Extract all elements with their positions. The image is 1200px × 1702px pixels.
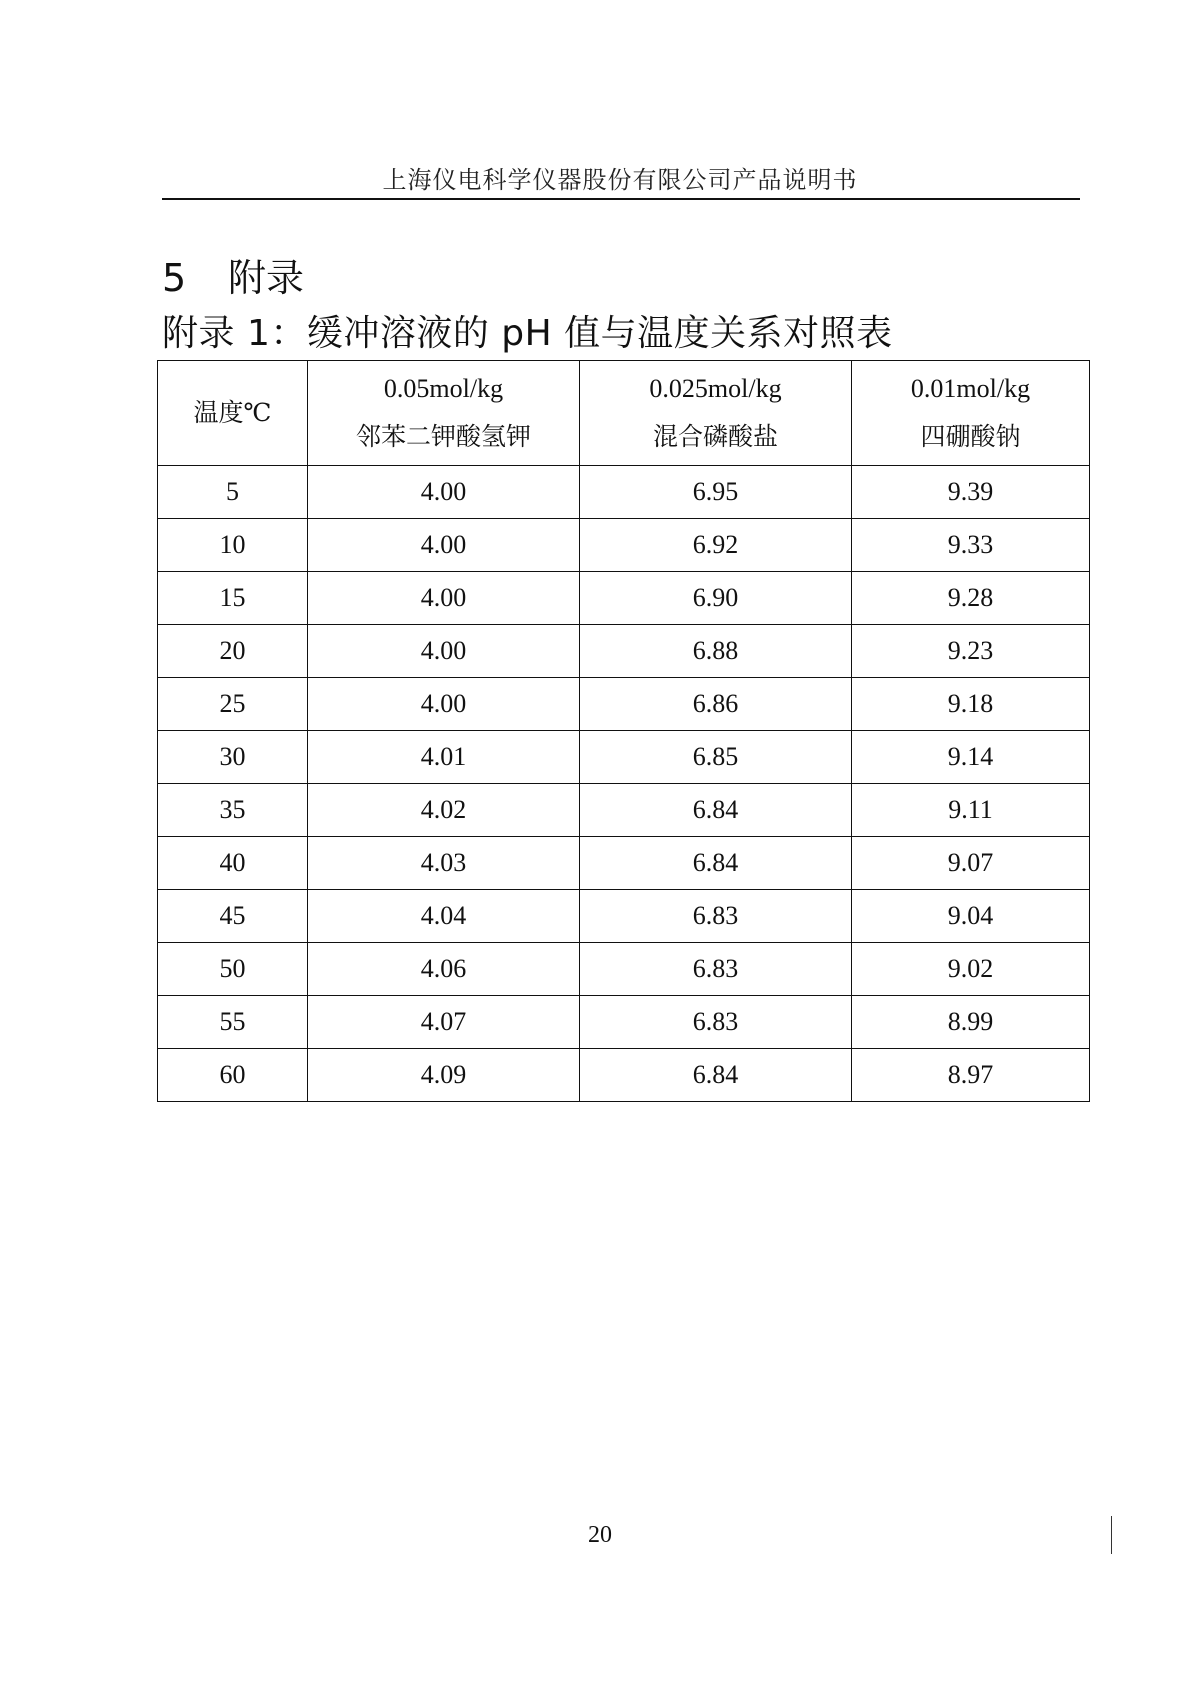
header-phthalate xyxy=(308,361,580,466)
table-row xyxy=(158,890,1090,943)
header-borax-concentration: 0.01mol/kg xyxy=(910,374,1031,403)
page-header: 上海仪电科学仪器股份有限公司产品说明书 xyxy=(382,166,858,194)
cell-phosphate: 6.83 xyxy=(580,890,852,943)
buffer-ph-table xyxy=(157,360,1090,1102)
table-row xyxy=(158,731,1090,784)
cell-borax: 9.07 xyxy=(852,837,1090,890)
cell-phosphate: 6.84 xyxy=(580,837,852,890)
table-row xyxy=(158,519,1090,572)
cell-borax: 9.33 xyxy=(852,519,1090,572)
header-phthalate-name: 邻苯二钾酸氢钾 xyxy=(355,422,531,451)
cell-phosphate: 6.95 xyxy=(580,466,852,519)
header-phosphate-name: 混合磷酸盐 xyxy=(652,422,778,451)
header-borax-name: 四硼酸钠 xyxy=(920,422,1021,451)
table-row xyxy=(158,837,1090,890)
cell-temperature: 45 xyxy=(158,890,308,943)
cell-phosphate: 6.85 xyxy=(580,731,852,784)
cell-borax: 9.11 xyxy=(852,784,1090,837)
cell-temperature: 10 xyxy=(158,519,308,572)
cell-borax: 9.02 xyxy=(852,943,1090,996)
cell-temperature: 15 xyxy=(158,572,308,625)
cell-borax: 9.14 xyxy=(852,731,1090,784)
cell-temperature: 20 xyxy=(158,625,308,678)
cell-temperature: 25 xyxy=(158,678,308,731)
cell-phthalate: 4.07 xyxy=(308,996,580,1049)
cell-temperature: 30 xyxy=(158,731,308,784)
cell-borax: 9.39 xyxy=(852,466,1090,519)
cell-temperature: 50 xyxy=(158,943,308,996)
table-row xyxy=(158,572,1090,625)
cell-phosphate: 6.90 xyxy=(580,572,852,625)
cell-phthalate: 4.00 xyxy=(308,572,580,625)
cell-phthalate: 4.01 xyxy=(308,731,580,784)
header-phosphate xyxy=(580,361,852,466)
cell-phthalate: 4.04 xyxy=(308,890,580,943)
cell-temperature: 60 xyxy=(158,1049,308,1102)
header-temperature xyxy=(158,361,308,466)
page-number: 20 xyxy=(588,1522,612,1548)
section-title-text: 附录 xyxy=(228,256,305,300)
cell-phosphate: 6.92 xyxy=(580,519,852,572)
cell-borax: 9.28 xyxy=(852,572,1090,625)
cell-phthalate: 4.02 xyxy=(308,784,580,837)
header-temperature-label: 温度℃ xyxy=(193,398,272,427)
cell-phosphate: 6.83 xyxy=(580,996,852,1049)
table-header-row xyxy=(158,361,1090,466)
cell-phthalate: 4.03 xyxy=(308,837,580,890)
cell-temperature: 35 xyxy=(158,784,308,837)
cell-phosphate: 6.88 xyxy=(580,625,852,678)
cell-temperature: 5 xyxy=(158,466,308,519)
table-row xyxy=(158,466,1090,519)
table-row xyxy=(158,943,1090,996)
cell-phosphate: 6.84 xyxy=(580,784,852,837)
header-borax xyxy=(852,361,1090,466)
cell-phosphate: 6.84 xyxy=(580,1049,852,1102)
cell-phosphate: 6.83 xyxy=(580,943,852,996)
cell-temperature: 55 xyxy=(158,996,308,1049)
margin-mark xyxy=(1111,1516,1112,1554)
cell-phthalate: 4.00 xyxy=(308,466,580,519)
cell-phosphate: 6.86 xyxy=(580,678,852,731)
table-row xyxy=(158,996,1090,1049)
table-row xyxy=(158,678,1090,731)
table-row xyxy=(158,1049,1090,1102)
cell-borax: 9.04 xyxy=(852,890,1090,943)
cell-phthalate: 4.06 xyxy=(308,943,580,996)
header-phosphate-concentration: 0.025mol/kg xyxy=(649,374,782,403)
section-number: 5 xyxy=(162,256,187,300)
cell-phthalate: 4.00 xyxy=(308,625,580,678)
cell-phthalate: 4.09 xyxy=(308,1049,580,1102)
cell-phthalate: 4.00 xyxy=(308,519,580,572)
cell-borax: 8.99 xyxy=(852,996,1090,1049)
header-rule xyxy=(162,198,1080,200)
subsection-title: 附录 1：缓冲溶液的 pH 值与温度关系对照表 xyxy=(162,313,893,354)
table-row xyxy=(158,625,1090,678)
cell-borax: 9.18 xyxy=(852,678,1090,731)
section-title xyxy=(162,254,304,302)
header-phthalate-concentration: 0.05mol/kg xyxy=(383,374,504,403)
table-row xyxy=(158,784,1090,837)
cell-borax: 8.97 xyxy=(852,1049,1090,1102)
cell-phthalate: 4.00 xyxy=(308,678,580,731)
cell-borax: 9.23 xyxy=(852,625,1090,678)
cell-temperature: 40 xyxy=(158,837,308,890)
